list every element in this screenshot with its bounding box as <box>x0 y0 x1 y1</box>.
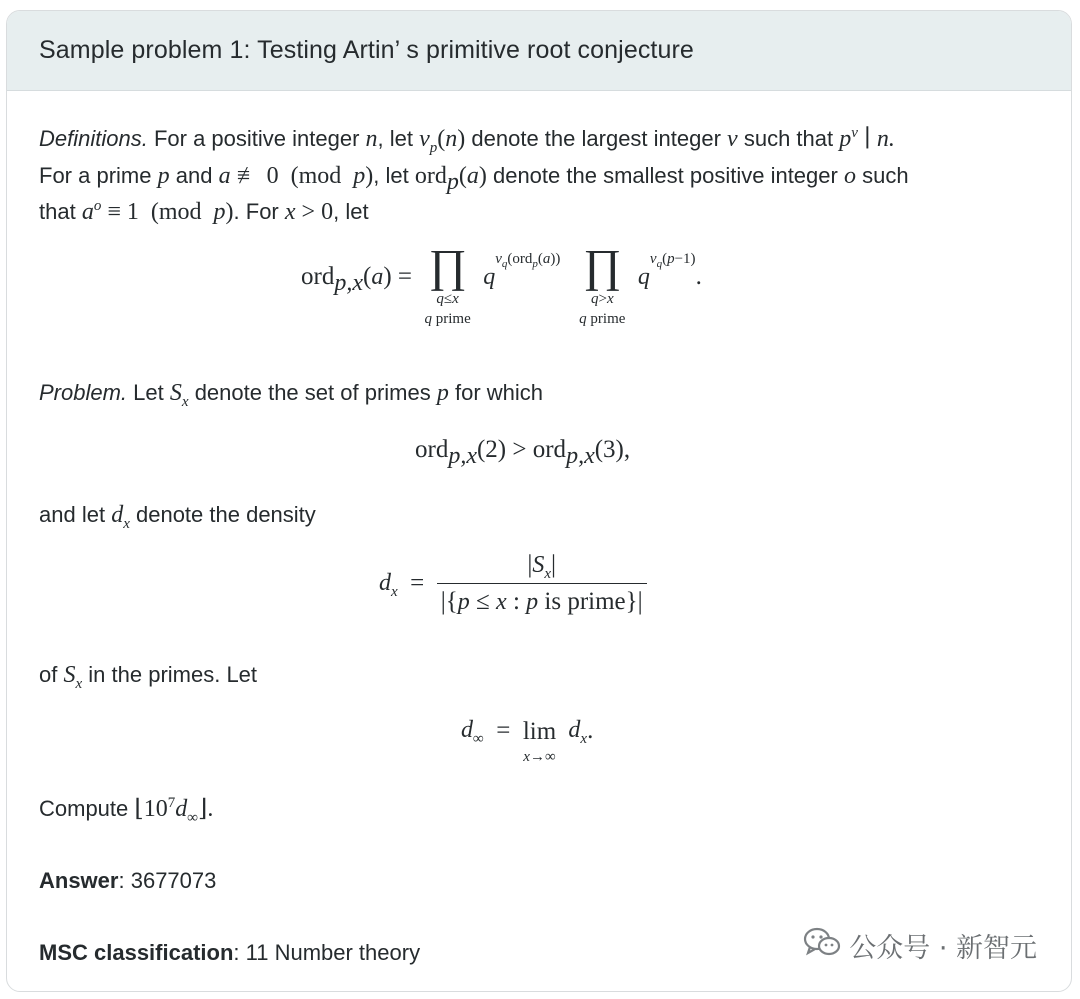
compute-line <box>39 791 213 827</box>
math-p: p <box>436 380 449 406</box>
problem-label: Problem. <box>39 380 128 405</box>
msc-label: MSC classification <box>39 940 234 965</box>
card-body <box>39 91 1041 991</box>
text: denote the smallest positive integer <box>492 163 838 188</box>
text: that <box>39 199 76 224</box>
text: For a positive integer <box>153 126 360 151</box>
text: of <box>39 662 58 687</box>
wechat-icon <box>803 926 841 965</box>
problem-line-1 <box>39 375 543 411</box>
math-floor-expression: $⌊10^7d_\infty⌋$. <box>134 795 214 826</box>
problem-card <box>6 10 1072 992</box>
math-v: v <box>727 126 738 152</box>
math-a-not-0-mod-p: a ≢ 0 (mod p) <box>218 163 374 189</box>
math-a-o-congruent-1: $a^o \equiv 1$ (mod p) <box>81 198 234 225</box>
text: such <box>862 163 909 188</box>
text: Let <box>133 380 164 405</box>
math-n: n <box>365 126 378 152</box>
text: . For <box>233 199 279 224</box>
text: in the primes. Let <box>88 662 258 687</box>
text: and <box>175 163 213 188</box>
text: Compute <box>39 796 129 821</box>
formula-density: $d_x$ = $\frac{|S_x|}{\text{|\{p ≤ x : p is prime\}|}}$ <box>379 551 647 616</box>
text: denote the largest integer <box>471 126 721 151</box>
msc-line: MSC classification: 11 Number theory <box>39 940 421 965</box>
msc-value: 11 Number theory <box>245 940 421 965</box>
math-dx: $d_x$ <box>111 502 130 532</box>
formula-limit: $d_\infty$ = lim x→∞ $d_x$. <box>461 717 594 765</box>
math-o: o <box>843 163 856 189</box>
text: such that <box>743 126 834 151</box>
text: , let <box>373 163 409 188</box>
formula-ord-px: ord$_{p,x}$(a) = ∏ q≤x q prime $q^{v_q(ord_p(a))}$ ∏ q>x q prime $q^{v_q(p-1)}$. <box>301 240 702 327</box>
text: For a prime <box>39 163 152 188</box>
math-p: p <box>157 163 170 189</box>
text: , let <box>377 126 413 151</box>
definitions-line-2 <box>39 158 909 194</box>
card-header <box>7 11 1071 91</box>
watermark-text: 公众号 · 新智元 <box>849 933 1037 964</box>
definitions-line-3 <box>39 194 369 230</box>
text: and let <box>39 502 106 527</box>
text: denote the density <box>135 502 316 527</box>
math-Sx: $S_x$ <box>169 380 189 410</box>
answer-value: 3677073 <box>130 868 217 893</box>
text: , let <box>333 199 369 224</box>
math-vp-n: $v_p(n)$ <box>419 126 466 156</box>
formula-ord-comparison: ord$_{p,x}$(2) > ord$_{p,x}$(3), <box>415 436 631 469</box>
card-title: Sample problem 1: Testing Artin’ s primitive root conjecture <box>39 36 694 64</box>
definitions-label: Definitions. <box>39 126 148 151</box>
math-pv-divides-n: $p^v$ ∣ n. <box>839 125 895 152</box>
text: denote the set of primes <box>194 380 431 405</box>
answer-label: Answer <box>39 868 119 893</box>
math-Sx: $S_x$ <box>63 662 83 692</box>
math-x-gt-0: x > 0 <box>284 199 334 225</box>
text: for which <box>454 380 544 405</box>
definitions-line-1 <box>39 121 895 157</box>
problem-line-2 <box>39 497 316 533</box>
answer-line: Answer: 3677073 <box>39 868 217 893</box>
math-ordp-a: ord$_p$(a) <box>414 163 487 195</box>
watermark <box>803 926 1037 965</box>
problem-line-3 <box>39 657 257 693</box>
